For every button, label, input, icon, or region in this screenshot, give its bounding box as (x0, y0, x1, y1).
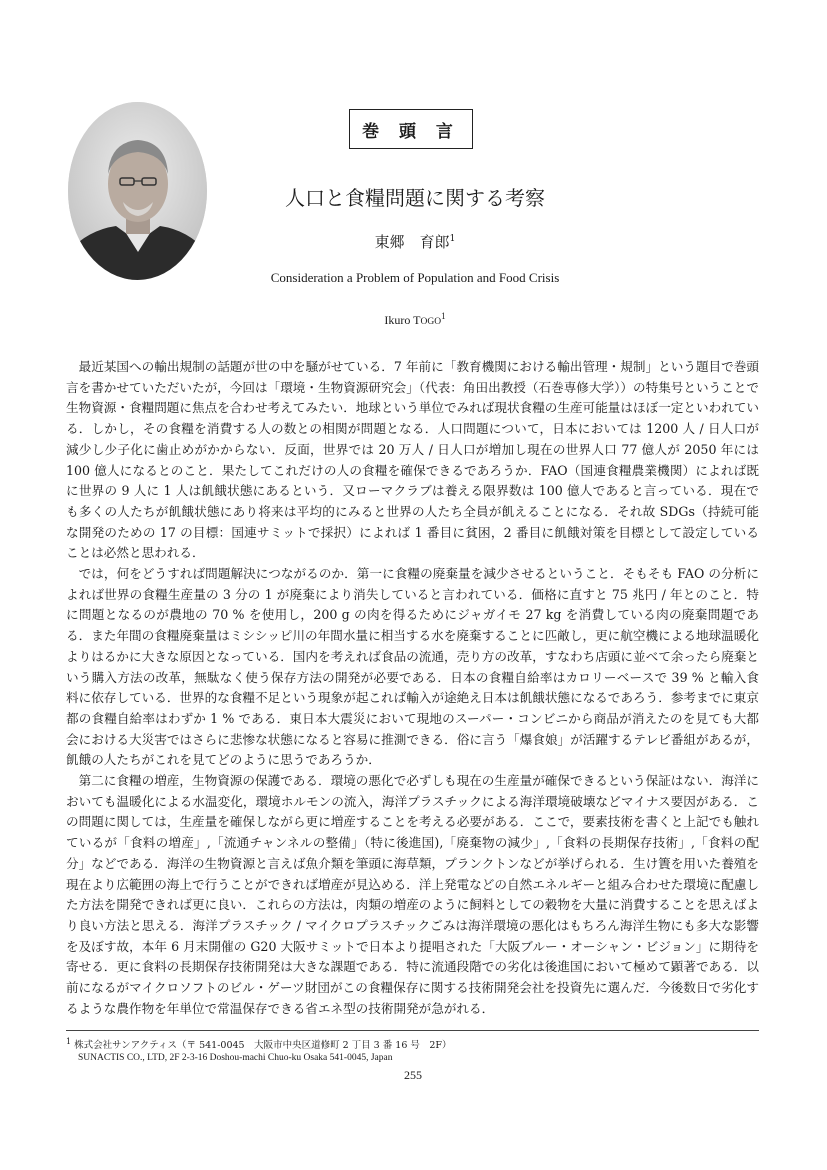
paragraph: 第二に食糧の増産，生物資源の保護である．環境の悪化で必ずしも現在の生産量が確保できるという保証はない．海洋においても温暖化による水温変化，環境ホルモンの流入，海洋プラスチックによる海洋環境破壊などマイナス要因がある．この問題に関しては，生産量を確保しながら更に増産することを考える必要がある．ここで，要素技術を書くと上記でも触れているが「食料の増産」,「流通チャンネルの整備」（特に後進国),「廃棄物の減少」,「食料の長期保存技術」,「食料の配分」などである．海洋の生物資源と言えば魚介類を筆頭に海草類，プランクトンなどが挙げられる．生け簀を用いた養殖を現在より広範囲の海上で行うことができれば増産が見込める．洋上発電などの自然エネルギーと組み合わせた環境に配慮した方法を開発できれば更に良い．これらの方法は，肉類の増産のように飼料としての穀物を大量に消費することを思えばより良い方法と思える．海洋プラスチック / マイクロプラスチックごみは海洋環境の悪化はもちろん海洋生物にも多大な影響を及ぼす故，本年 6 月末開催の G20 大阪サミットで日本より提唱された「大阪ブルー・オーシャン・ビジョン」に期待を寄せる．更に食料の長期保存技術開発は大きな課題である．特に流通段階での劣化は後進国において極めて顕著である．以前になるがマイクロソフトのビル・ゲーツ財団がこの食糧保存に関する技術開発会社を投資先に選んだ．今後数日で劣化するような農作物を年単位で常温保存できる省エネ型の技術開発が急がれる． (66, 773, 759, 1016)
affiliation-mark: 1 (449, 234, 456, 244)
footnote-mark: 1 (66, 1037, 72, 1046)
footnote-en: SUNACTIS CO., LTD, 2F 2-3-16 Doshou-machi Chuo-ku Osaka 541-0045, Japan (78, 1053, 393, 1064)
footnote (66, 1035, 759, 1065)
article-title: 人口と食糧問題に関する考察 (285, 186, 545, 210)
footnote-ja (66, 1035, 759, 1052)
paragraph: 最近某国への輸出規制の話題が世の中を騒がせている．7 年前に「教育機関における輸出管理・規制」という題目で巻頭言を書かせていただいたが，今回は「環境・生物資源研究会」（代表：角田出教授（石巻専修大学））の特集号ということで生物資源・食糧問題に焦点を合わせ考えてみたい．地球という単位でみれば現状食糧の生産可能量はほぼ一定といわれている．しかし，その食糧を消費する人の数との相関が問題となる．人口問題について，日本においては 1200 人 / 日人口が減少し少子化に歯止めがかからない．反面，世界では 20 万人 / 日人口が増加し現在の世界人口 77 億人が 2050 年には 100 億人になるとのこと．果たしてこれだけの人の食糧を確保できるであろうか．FAO（国連食糧農業機関）によれば既に世界の 9 人に 1 人は飢餓状態にあるという．又ローマクラブは養える限界数は 100 億人であると言っている．現在でも多くの人たちが飢餓状態にあり将来は平均的にみると世界の人たち全員が飢えることになる．それ故 SDGs（持続可能な開発のための 17 の目標：国連サミットで採択）によれば 1 番目に貧困，2 番目に飢餓対策を目標として設定していることは必然と思われる． (66, 359, 759, 561)
author-family-initial: T (413, 313, 421, 327)
author-given-name: Ikuro (384, 313, 414, 327)
english-title: Consideration a Problem of Population and Food Crisis (270, 270, 560, 285)
page-number: 255 (404, 1068, 422, 1082)
footnote-divider (66, 1030, 759, 1031)
portrait-image (68, 102, 207, 280)
article-body (66, 357, 759, 1020)
paragraph: では，何をどうすれば問題解決につながるのか．第一に食糧の廃棄量を減少させるということ．そもそも FAO の分析によれば世界の食糧生産量の 3 分の 1 が廃棄により消失していると言われている．価格に直すと 75 兆円 / 年とのこと．特に問題となるのが農地の 70 % を使用し，200 g の肉を得るためにジャガイモ 27 kg を消費している肉の廃棄問題である．また年間の食糧廃棄量はミシシッピ川の年間水量に相当する水を廃棄することに匹敵し，更に航空機による地球温暖化よりはるかに大きな原因となっている．国内を考えれば食品の流通，売り方の改革，すなわち店頭に並べて余ったら廃棄という購入方法の改革，無駄なく使う保存方法の開発が必要である．日本の食糧自給率はカロリーベースで 39 % と輸入食料に依存している．世界的な食糧不足という現象が起これば輸入が途絶え日本は飢餓状態になるであろう．参考までに東京都の食糧自給率はわずか 1 % である．東日本大震災において現地のスーパー・コンビニから商品が消えたのを見ても大都会における大災害ではさらに悲惨な状態になると容易に推測できる．俗に言う「爆食娘」が活躍するテレビ番組があるが，飢餓の人たちがこれを見てどのように思うであろうか． (66, 566, 759, 768)
author-name-en (300, 311, 530, 328)
author-name-ja: 東郷 育郎 (374, 233, 450, 251)
affiliation-mark-en: 1 (441, 311, 446, 321)
author-family-rest: OGO (420, 317, 442, 327)
footnote-ja-text: 株式会社サンアクティス（〒 541-0045 大阪市中央区道修町 2 丁目 3 番 16 号 2F） (74, 1040, 452, 1052)
section-label: 巻 頭 言 (349, 109, 473, 149)
author-portrait (68, 102, 207, 280)
author-name (230, 231, 600, 252)
